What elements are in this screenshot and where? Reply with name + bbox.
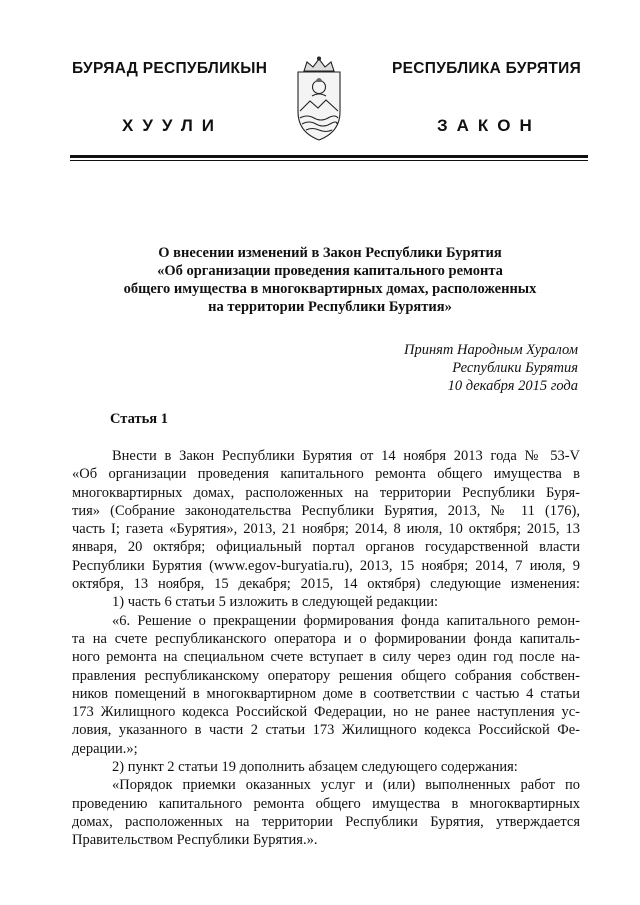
body-line: многоквартирных домах, расположенных на территории Республики Буря-: [72, 484, 580, 501]
law-title-line: «Об организации проведения капитального ремонта: [157, 263, 503, 279]
header-left-title: БУРЯАД РЕСПУБЛИКЫН: [72, 60, 268, 77]
header-rule-thick: [70, 155, 588, 158]
adoption-line: Принят Народным Хуралом: [403, 342, 578, 358]
body-line: правления республиканскому оператору решения общего собрания собствен-: [72, 667, 580, 684]
body-line: дерации.»;: [72, 740, 138, 757]
law-title-line: О внесении изменений в Закон Республики Бурятия: [158, 245, 502, 261]
law-title-line: на территории Республики Бурятия»: [208, 299, 452, 315]
header-left-doc-type: ХУУЛИ: [122, 116, 223, 135]
body-line: Правительством Республики Бурятия.».: [72, 832, 318, 849]
body-line: проведению капитального ремонта общего имущества в многоквартирных: [72, 795, 580, 812]
adoption-note: [404, 341, 578, 395]
header-right-doc-type: ЗАКОН: [437, 116, 541, 135]
law-title-line: общего имущества в многоквартирных домах, расположенных: [123, 281, 537, 297]
body-line: та на счете республиканского оператора и о формировании фонда капиталь-: [72, 630, 580, 647]
body-line: 2) пункт 2 статьи 19 дополнить абзацем следующего содержания:: [112, 759, 518, 776]
header-rule-thin: [70, 160, 588, 161]
adoption-line: 10 декабря 2015 года: [447, 378, 578, 394]
article-heading: Статья 1: [110, 411, 168, 427]
body-line: часть I; газета «Бурятия», 2013, 21 ноября; 2014, 8 июля, 10 октября; 2015, 13: [72, 521, 580, 538]
body-line: тия» (Собрание законодательства Республики Бурятия, 2013, № 11 (176),: [72, 502, 580, 519]
body-line: «Об организации проведения капитального ремонта общего имущества в: [72, 466, 580, 483]
adoption-line: Республики Бурятия: [452, 360, 578, 376]
body-line: «6. Решение о прекращении формирования фонда капитального ремон-: [112, 612, 580, 629]
article-body: [72, 447, 580, 850]
body-line: Внести в Закон Республики Бурятия от 14 ноября 2013 года № 53-V: [112, 448, 580, 464]
header-right-title: РЕСПУБЛИКА БУРЯТИЯ: [392, 60, 582, 77]
body-line: 173 Жилищного кодекса Российской Федерации, но не ранее наступления ус-: [72, 704, 580, 721]
body-line: 1) часть 6 статьи 5 изложить в следующей редакции:: [112, 594, 438, 611]
law-title: [60, 244, 600, 316]
body-line: «Порядок приемки оказанных услуг и (или) выполненных работ по: [112, 777, 580, 794]
body-line: ного ремонта на специальном счете вступает в силу через один год после на-: [72, 649, 580, 666]
coat-of-arms-icon: [292, 56, 346, 144]
body-line: октября, 13 ноября, 15 декабря; 2015, 14 октября) следующие изменения:: [72, 576, 580, 593]
body-line: ников помещений в многоквартирном доме в соответствии с частью 4 статьи: [72, 685, 580, 702]
body-line: Республики Бурятия (www.egov-buryatia.ru), 2013, 15 ноября; 2014, 7 июля, 9: [72, 557, 580, 574]
body-line: января, 20 октября; официальный портал органов государственной власти: [72, 539, 580, 556]
body-line: ловия, указанного в части 2 статьи 173 Жилищного кодекса Российской Фе-: [72, 722, 580, 739]
body-line: домах, расположенных на территории Республики Бурятия, утверждается: [72, 813, 580, 830]
